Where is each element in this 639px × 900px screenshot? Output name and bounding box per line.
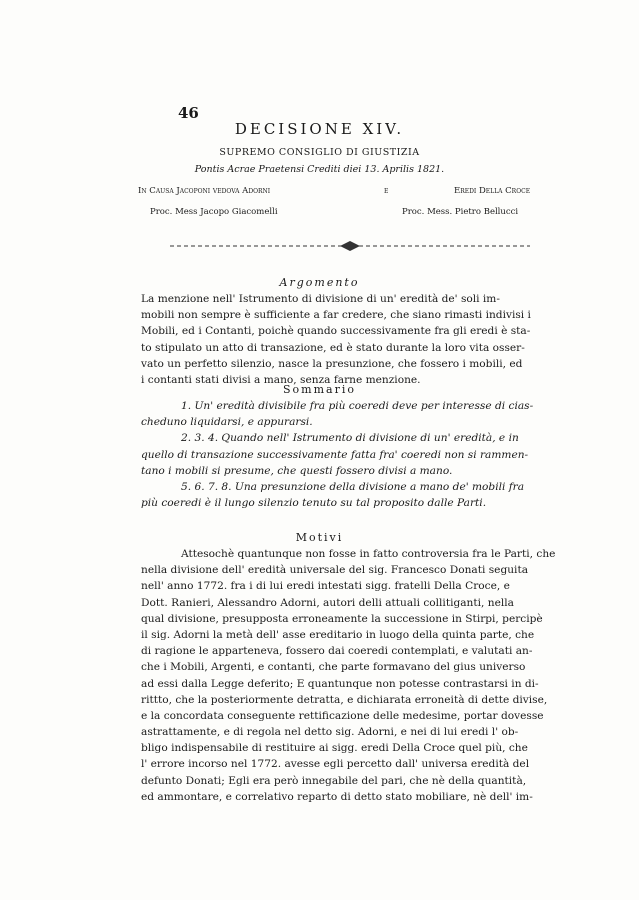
text-line: i contanti stati divisi a mano, senza farne menzione. [141,373,421,386]
sommario-text [141,398,561,511]
text-line: qual divisione, presupposta erroneamente la successione in Stirpi, percipè [141,612,543,625]
text-line: e la concordata conseguente rettificazione delle medesime, portar dovesse [141,709,544,722]
text-line: di ragione le apparteneva, fossero dai coeredi contemplati, e valutati an- [141,645,533,658]
text-line: quello di transazione successivamente fatta fra' coeredi non si rammen- [141,448,529,461]
text-line: che i Mobili, Argenti, e contanti, che parte formavano del gius universo [141,661,526,674]
decision-title: DECISIONE XIV. [234,120,405,138]
argomento-text [141,291,561,388]
text-line: il sig. Adorni la metà dell' asse ereditario in luogo della quinta parte, che [141,628,535,641]
text-line: Attesochè quantunque non fosse in fatto controversia fra le Parti, che [181,548,556,560]
text-line: astrattamente, e di regola nel detto sig. Adorni, e nei di lui eredi l' ob- [141,726,519,739]
court-name: SUPREMO CONSIGLIO DI GIUSTIZIA [219,147,420,158]
argomento-heading: Argomento [279,276,360,289]
ornamental-divider [170,240,530,252]
text-line: Dott. Ranieri, Alessandro Adorni, autori delli attuali collitiganti, nella [141,596,514,609]
text-line: 2. 3. 4. Quando nell' Istrumento di divisione di un' eredità, e in [181,432,519,445]
text-line: 1. Un' eredità divisibile fra più coeredi deve per interesse di cias- [181,400,534,412]
text-line: mobili non sempre è sufficiente a far credere, che siano rimasti indivisi i [141,309,531,322]
text-line: tano i mobili si presume, che questi fossero divisi a mano. [141,464,453,477]
text-line: vato un perfetto silenzio, nasce la presunzione, che fossero i mobili, ed [141,357,523,370]
text-line: defunto Donati; Egli era però innegabile del pari, che nè della quantità, [141,774,527,787]
procurator-left: Proc. Mess Jacopo Giacomelli [150,207,278,217]
text-line: l' errore incorso nel 1772. avesse egli percetto dall' universa eredità del [141,758,530,771]
text-line: cheduno liquidarsi, e appurarsi. [141,416,313,429]
text-line: ad essi dalla Legge deferito; E quantunque non potesse contrastarsi in di- [141,677,539,690]
text-line: più coeredi è il lungo silenzio tenuto su tal proposito dalle Parti. [141,497,487,510]
text-line: rittto, che la posteriormente detratta, e dichiarata erroneità di dette divise, [141,693,548,706]
text-line: La menzione nell' Istrumento di divisione di un' eredità de' soli im- [141,293,500,305]
date-line: Pontis Acrae Praetensi Crediti diei 13. Aprilis 1821. [194,164,445,175]
procurator-right: Proc. Mess. Pietro Bellucci [402,207,519,217]
text-line: nell' anno 1772. fra i di lui eredi intestati sigg. fratelli Della Croce, e [141,580,510,593]
party-conjunction: e [384,186,389,196]
text-line: 5. 6. 7. 8. Una presunzione della divisione a mano de' mobili fra [181,480,525,493]
page-number: 46 [178,104,199,122]
motivi-text [141,546,561,805]
motivi-heading: Motivi [295,531,344,544]
text-line: Mobili, ed i Contanti, poichè quando successivamente fra gli eredi è sta- [141,325,531,338]
party-right: Eredi Della Croce [454,186,531,196]
sommario-heading: Sommario [283,383,356,396]
party-left: In Causa Jacoponi vedova Adorni [138,186,271,196]
text-line: ed ammontare, e correlativo reparto di detto stato mobiliare, nè dell' im- [141,790,533,803]
text-line: to stipulato un atto di transazione, ed è stato durante la loro vita osser- [141,341,525,354]
text-line: bligo indispensabile di restituire ai sigg. eredi Della Croce quel più, che [141,742,528,755]
text-line: nella divisione dell' eredità universale del sig. Francesco Donati seguita [141,564,529,577]
